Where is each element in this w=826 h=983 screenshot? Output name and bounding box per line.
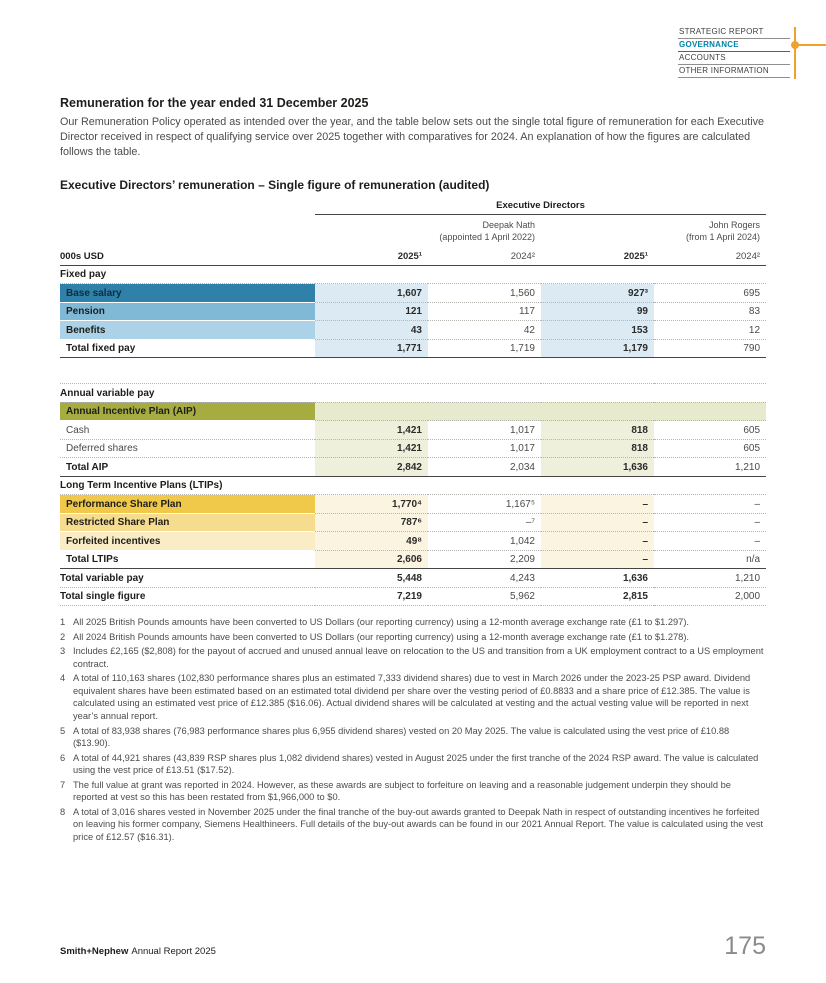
year-header: 2024² — [428, 247, 541, 266]
value-cell: 2,815 — [541, 587, 654, 606]
value-cell: 1,719 — [428, 339, 541, 358]
row-label: Annual Incentive Plan (AIP) — [60, 402, 315, 421]
value-cell: 1,179 — [541, 339, 654, 358]
footnote — [60, 645, 766, 670]
footnote — [60, 779, 766, 804]
nav-rail-line — [794, 27, 796, 79]
footnotes — [60, 616, 766, 843]
value-cell: 1,017 — [428, 421, 541, 440]
group-header: Executive Directors — [315, 200, 766, 215]
value-cell: 605 — [654, 439, 766, 458]
value-cell: 121 — [315, 302, 428, 321]
person-name: John Rogers — [709, 220, 761, 231]
section-label: Fixed pay — [60, 265, 766, 284]
value-cell: 790 — [654, 339, 766, 358]
footnote — [60, 806, 766, 844]
value-cell: 5,962 — [428, 587, 541, 606]
value-cell: 2,000 — [654, 587, 766, 606]
value-cell: 1,560 — [428, 284, 541, 303]
section-header-ltips — [60, 476, 766, 495]
row-label: Base salary — [60, 284, 315, 303]
person-header-row — [60, 215, 766, 247]
value-cell: 43 — [315, 321, 428, 340]
row-pension — [60, 302, 766, 321]
value-cell: 1,636 — [541, 458, 654, 477]
footnote-number: 5 — [60, 725, 66, 736]
footnote — [60, 725, 766, 750]
value-cell — [315, 402, 428, 421]
row-label: Total LTIPs — [60, 550, 315, 569]
value-cell: 1,017 — [428, 439, 541, 458]
nav-other-information[interactable]: OTHER INFORMATION — [678, 65, 790, 78]
footnote-text: All 2025 British Pounds amounts have been converted to US Dollars (our reporting currency) using a 12-month average exchange rate (£1 to $1.297). — [73, 617, 690, 628]
value-cell: – — [541, 513, 654, 532]
year-header: 2025¹ — [315, 247, 428, 266]
row-label: Cash — [60, 421, 315, 440]
value-cell: 818 — [541, 421, 654, 440]
value-cell: 1,607 — [315, 284, 428, 303]
table-title: Executive Directors’ remuneration – Single figure of remuneration (audited) — [60, 178, 490, 193]
value-cell: – — [541, 495, 654, 514]
row-label: Forfeited incentives — [60, 532, 315, 551]
value-cell: n/a — [654, 550, 766, 569]
brand-name: Smith+Nephew — [60, 946, 129, 957]
person-name: Deepak Nath — [482, 220, 535, 231]
row-performance-share-plan — [60, 495, 766, 514]
value-cell: 1,042 — [428, 532, 541, 551]
footnote-number: 3 — [60, 646, 66, 657]
footnote-number: 8 — [60, 806, 66, 817]
value-cell: 83 — [654, 302, 766, 321]
person-note: (appointed 1 April 2022) — [439, 232, 535, 243]
page-footer — [60, 934, 766, 959]
value-cell: 1,770⁴ — [315, 495, 428, 514]
spacer-cell — [60, 358, 766, 384]
row-label: Benefits — [60, 321, 315, 340]
row-total-fixed-pay — [60, 339, 766, 358]
row-total-single-figure — [60, 587, 766, 606]
section-header-annual-variable-pay — [60, 384, 766, 403]
value-cell: – — [654, 495, 766, 514]
value-cell: 1,421 — [315, 421, 428, 440]
value-cell: – — [654, 532, 766, 551]
footnote-number: 7 — [60, 779, 66, 790]
row-deferred-shares — [60, 439, 766, 458]
page-content — [60, 0, 766, 846]
value-cell: 1,636 — [541, 569, 654, 588]
page-title: Remuneration for the year ended 31 December 2025 — [60, 96, 369, 110]
row-base-salary — [60, 284, 766, 303]
value-cell: 153 — [541, 321, 654, 340]
value-cell: 1,167⁵ — [428, 495, 541, 514]
year-header-row — [60, 247, 766, 266]
value-cell: 2,606 — [315, 550, 428, 569]
row-cash — [60, 421, 766, 440]
footnote-text: A total of 110,163 shares (102,830 performance shares plus an estimated 7,333 dividend shares) due to vest in March 2026 under the 2023-25 PSP award. Dividend equivalent shares have been estimated based on an estimated total dividend per share over the vesting period of £0.8833 and a share price of £12.385. The value is calculated using an estimated vest price of £12.385 ($16.06). Actual dividend shares will be calculated at vesting and the actual vesting value will be reported in next year’s annual report. — [73, 673, 751, 722]
footnote-text: A total of 83,938 shares (76,983 performance shares plus 6,955 dividend shares) vested on 20 May 2025. The value is calculated using the vest price of £10.88 ($13.90). — [73, 725, 730, 749]
value-cell: 42 — [428, 321, 541, 340]
spacer-cell — [60, 200, 315, 215]
section-header-fixed-pay — [60, 265, 766, 284]
row-forfeited-incentives — [60, 532, 766, 551]
value-cell: 695 — [654, 284, 766, 303]
footnote — [60, 631, 766, 644]
person-note: (from 1 April 2024) — [686, 232, 761, 243]
footnote-number: 2 — [60, 631, 66, 642]
footnote-number: 6 — [60, 752, 66, 763]
row-label: Deferred shares — [60, 439, 315, 458]
year-header: 2024² — [654, 247, 766, 266]
nav-governance[interactable]: GOVERNANCE — [678, 39, 790, 52]
intro-paragraph: Our Remuneration Policy operated as intended over the year, and the table below sets out the single total figure of remuneration for each Executive Director received in respect of qualifying service over 2025 together with comparatives for 2024. An explanation of how the figures are calculated follows the table. — [60, 116, 765, 159]
footnote-text: The full value at grant was reported in 2024. However, as these awards are subject to forfeiture on leaving and a reasonable judgement underpin they should be reported at vest so this has been restated from $1,966,000 to $0. — [73, 779, 731, 803]
value-cell: – — [654, 513, 766, 532]
row-label: Total variable pay — [60, 569, 315, 588]
row-label: Performance Share Plan — [60, 495, 315, 514]
value-cell — [541, 402, 654, 421]
report-title: Annual Report 2025 — [131, 946, 216, 957]
nav-accounts[interactable]: ACCOUNTS — [678, 52, 790, 65]
footnote-text: Includes £2,165 ($2,808) for the payout of accrued and unused annual leave on relocation to the US and transition from a UK employment contract to a US employment contract. — [73, 646, 764, 669]
row-restricted-share-plan — [60, 513, 766, 532]
value-cell: 117 — [428, 302, 541, 321]
value-cell: 927³ — [541, 284, 654, 303]
nav-active-line — [796, 44, 826, 46]
value-cell: 5,448 — [315, 569, 428, 588]
footnote — [60, 616, 766, 629]
value-cell: 1,771 — [315, 339, 428, 358]
row-total-aip — [60, 458, 766, 477]
footnote — [60, 672, 766, 722]
row-aip-header — [60, 402, 766, 421]
section-label: Annual variable pay — [60, 384, 766, 403]
units-label: 000s USD — [60, 247, 315, 266]
row-total-ltips — [60, 550, 766, 569]
row-benefits — [60, 321, 766, 340]
value-cell: 2,209 — [428, 550, 541, 569]
value-cell — [428, 402, 541, 421]
footnote-text: A total of 44,921 shares (43,839 RSP shares plus 1,082 dividend shares) vested in August 2025 under the first tranche of the 2024 RSP award. The value is calculated using the vest price of £13.51 ($17.52). — [73, 752, 759, 776]
value-cell: 2,842 — [315, 458, 428, 477]
nav-strategic-report[interactable]: STRATEGIC REPORT — [678, 26, 790, 39]
spacer-row — [60, 358, 766, 384]
row-label: Restricted Share Plan — [60, 513, 315, 532]
footnote — [60, 752, 766, 777]
value-cell: 1,421 — [315, 439, 428, 458]
value-cell: 12 — [654, 321, 766, 340]
footnote-number: 4 — [60, 673, 66, 684]
row-label: Total AIP — [60, 458, 315, 477]
value-cell: 818 — [541, 439, 654, 458]
remuneration-table — [60, 200, 766, 606]
value-cell: 49⁸ — [315, 532, 428, 551]
section-label: Long Term Incentive Plans (LTIPs) — [60, 476, 766, 495]
group-header-row — [60, 200, 766, 215]
value-cell: 605 — [654, 421, 766, 440]
value-cell — [654, 402, 766, 421]
row-label: Pension — [60, 302, 315, 321]
footer-report-title — [60, 941, 216, 959]
value-cell: 1,210 — [654, 458, 766, 477]
footnote-text: All 2024 British Pounds amounts have been converted to US Dollars (our reporting currency) using a 12-month average exchange rate (£1 to $1.278). — [73, 631, 690, 642]
value-cell: 2,034 — [428, 458, 541, 477]
value-cell: – — [541, 532, 654, 551]
row-total-variable-pay — [60, 569, 766, 588]
row-label: Total single figure — [60, 587, 315, 606]
value-cell: 99 — [541, 302, 654, 321]
value-cell: – — [541, 550, 654, 569]
footnote-number: 1 — [60, 617, 66, 628]
page-number: 175 — [724, 932, 766, 960]
value-cell: 787⁶ — [315, 513, 428, 532]
value-cell: 1,210 — [654, 569, 766, 588]
row-label: Total fixed pay — [60, 339, 315, 358]
person-header-rogers — [541, 215, 766, 247]
footnote-text: A total of 3,016 shares vested in November 2025 under the final tranche of the buy-out awards granted to Deepak Nath in respect of outstanding incentives he forfeited on leaving his former company, Siemens Healthineers. Full details of the buy-out awards can be found in our 2021 Annual Report. The value is calculated using the vest price of £12.57 ($16.31). — [73, 806, 764, 842]
person-header-nath — [315, 215, 541, 247]
value-cell: –⁷ — [428, 513, 541, 532]
value-cell: 4,243 — [428, 569, 541, 588]
value-cell: 7,219 — [315, 587, 428, 606]
year-header: 2025¹ — [541, 247, 654, 266]
spacer-cell — [60, 215, 315, 247]
